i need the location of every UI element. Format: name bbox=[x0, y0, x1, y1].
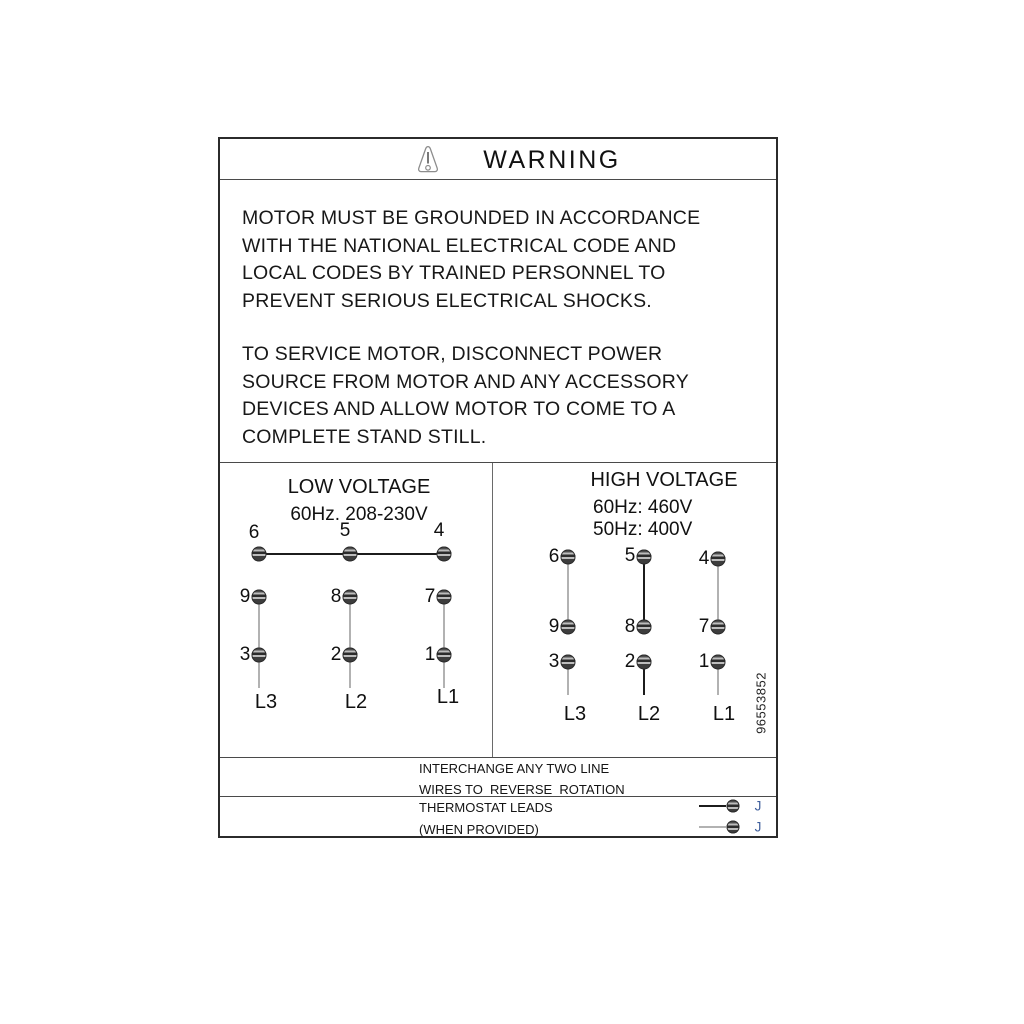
terminal-dot-1 bbox=[711, 655, 726, 670]
part-number: 96553852 bbox=[753, 672, 769, 734]
terminal-number-3: 3 bbox=[239, 644, 251, 665]
terminal-dot-3 bbox=[561, 655, 576, 670]
thermostat-lead-wire-2 bbox=[699, 826, 726, 828]
terminal-dot-5 bbox=[343, 547, 358, 562]
terminal-dot-6 bbox=[252, 547, 267, 562]
warning-triangle-icon bbox=[417, 145, 439, 174]
warning-paragraph-service bbox=[242, 341, 762, 451]
terminal-number-4: 4 bbox=[698, 548, 710, 569]
terminal-dot-8 bbox=[343, 590, 358, 605]
terminal-dot-2 bbox=[637, 655, 652, 670]
terminal-number-7: 7 bbox=[424, 586, 436, 607]
wire-lead-l2 bbox=[349, 597, 351, 688]
terminal-number-6: 6 bbox=[548, 546, 560, 567]
thermostat-provided-text: (WHEN PROVIDED) bbox=[419, 822, 539, 837]
warning-text-line: DEVICES AND ALLOW MOTOR TO COME TO A bbox=[242, 398, 676, 420]
low-voltage-panel bbox=[220, 463, 493, 757]
wiring-diagram-section bbox=[220, 462, 776, 757]
warning-text-line: PREVENT SERIOUS ELECTRICAL SHOCKS. bbox=[242, 289, 652, 312]
terminal-number-2: 2 bbox=[330, 644, 342, 665]
warning-text-line: LOCAL CODES BY TRAINED PERSONNEL TO bbox=[242, 262, 666, 284]
high-voltage-freq-60: 60Hz: 460V bbox=[593, 497, 693, 518]
terminal-number-7: 7 bbox=[698, 616, 710, 637]
thermostat-lead-dot-2 bbox=[727, 821, 740, 834]
line-label-l1: L1 bbox=[436, 686, 460, 708]
wire-58 bbox=[643, 557, 645, 627]
warning-header bbox=[220, 139, 776, 180]
terminal-number-9: 9 bbox=[239, 586, 251, 607]
terminal-dot-2 bbox=[343, 648, 358, 663]
warning-text-line: MOTOR MUST BE GROUNDED IN ACCORDANCE bbox=[242, 207, 701, 229]
warning-paragraph-grounding bbox=[242, 205, 762, 315]
high-voltage-panel bbox=[493, 463, 780, 757]
rotation-note-line: INTERCHANGE ANY TWO LINE bbox=[419, 761, 610, 776]
line-label-l3: L3 bbox=[254, 691, 278, 713]
terminal-number-1: 1 bbox=[698, 651, 710, 672]
terminal-number-8: 8 bbox=[330, 586, 342, 607]
terminal-dot-8 bbox=[637, 620, 652, 635]
thermostat-section bbox=[220, 796, 776, 840]
terminal-dot-5 bbox=[637, 550, 652, 565]
thermostat-lead-dot-1 bbox=[727, 800, 740, 813]
terminal-number-5: 5 bbox=[624, 545, 636, 566]
line-label-l3: L3 bbox=[563, 703, 587, 725]
terminal-number-6: 6 bbox=[248, 522, 260, 543]
wire-lead-l3 bbox=[258, 597, 260, 688]
warning-text-line: TO SERVICE MOTOR, DISCONNECT POWER bbox=[242, 343, 663, 365]
warning-title: WARNING bbox=[483, 146, 621, 174]
terminal-dot-9 bbox=[252, 590, 267, 605]
terminal-number-9: 9 bbox=[548, 616, 560, 637]
terminal-dot-3 bbox=[252, 648, 267, 663]
thermostat-lead-label-2: J bbox=[754, 819, 762, 835]
terminal-number-8: 8 bbox=[624, 616, 636, 637]
terminal-dot-4 bbox=[711, 552, 726, 567]
line-label-l2: L2 bbox=[344, 691, 368, 713]
terminal-number-2: 2 bbox=[624, 651, 636, 672]
terminal-number-4: 4 bbox=[433, 520, 445, 541]
terminal-dot-9 bbox=[561, 620, 576, 635]
thermostat-lead-label-1: J bbox=[754, 798, 762, 814]
terminal-number-1: 1 bbox=[424, 644, 436, 665]
rotation-note-line: WIRES TO REVERSE ROTATION bbox=[419, 782, 625, 797]
terminal-dot-7 bbox=[437, 590, 452, 605]
warning-text-line: WITH THE NATIONAL ELECTRICAL CODE AND bbox=[242, 234, 677, 257]
terminal-dot-7 bbox=[711, 620, 726, 635]
wire-lead-l1 bbox=[443, 597, 445, 688]
rotation-note-section bbox=[220, 757, 776, 796]
high-voltage-title: HIGH VOLTAGE bbox=[590, 469, 738, 491]
warning-text-line: SOURCE FROM MOTOR AND ANY ACCESSORY bbox=[242, 370, 689, 393]
line-label-l1: L1 bbox=[712, 703, 736, 725]
thermostat-leads-text: THERMOSTAT LEADS bbox=[419, 800, 553, 815]
terminal-dot-4 bbox=[437, 547, 452, 562]
terminal-dot-6 bbox=[561, 550, 576, 565]
wire-47 bbox=[717, 557, 719, 627]
terminal-dot-1 bbox=[437, 648, 452, 663]
wire-69 bbox=[567, 557, 569, 627]
thermostat-lead-wire-1 bbox=[699, 805, 726, 807]
low-voltage-title: LOW VOLTAGE bbox=[287, 476, 431, 498]
warning-text-line: COMPLETE STAND STILL. bbox=[242, 425, 487, 448]
line-label-l2: L2 bbox=[637, 703, 661, 725]
terminal-number-5: 5 bbox=[339, 520, 351, 541]
high-voltage-freq-50: 50Hz: 400V bbox=[593, 519, 693, 540]
terminal-number-3: 3 bbox=[548, 651, 560, 672]
motor-warning-label bbox=[218, 137, 778, 838]
low-voltage-subtitle: 60Hz. 208-230V bbox=[290, 504, 428, 525]
